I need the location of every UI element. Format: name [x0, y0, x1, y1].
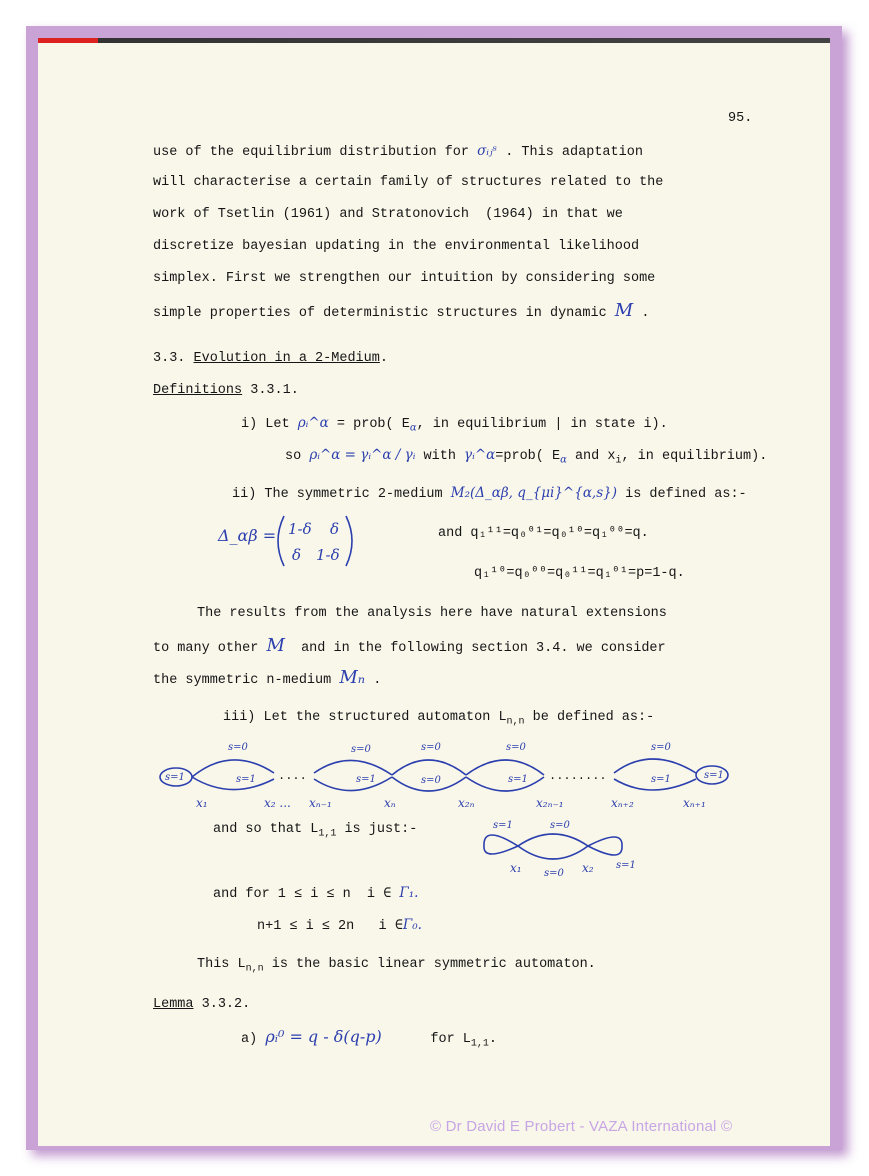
edge-label-s1: s=1: [508, 774, 528, 785]
l11-automaton-diagram: [478, 816, 638, 878]
and-for-line-1: [213, 885, 418, 903]
transition-arc: [466, 777, 544, 791]
matrix-cell: δ: [330, 520, 340, 538]
gamma-zero-set: Γ₀.: [402, 917, 422, 933]
state-label: x₁: [196, 796, 208, 810]
edge-label-s0: s=0: [228, 742, 248, 753]
transition-arc: [192, 760, 274, 777]
text: and: [438, 526, 463, 541]
so-that-line: [213, 822, 417, 843]
item-iii-line: [223, 710, 654, 731]
medium-symbol: M: [614, 300, 634, 321]
edge-label-s0: s=0: [550, 820, 570, 831]
text: This L: [197, 957, 246, 972]
text: =prob( E: [495, 449, 561, 464]
right-bracket: [346, 516, 352, 566]
text: n+1 ≤ i ≤ 2n i ∈: [257, 919, 403, 934]
edge-label-s1: s=1: [493, 820, 513, 831]
transition-arc: [314, 760, 392, 775]
text: , in equilibrium | in state i).: [416, 417, 668, 432]
text: ii) The symmetric 2-medium: [232, 487, 443, 502]
state-label: x₂ₙ₋₁: [536, 796, 564, 810]
gamma-symbol: γᵢ^α: [464, 447, 496, 463]
subscript: n,n: [245, 963, 264, 975]
edge-label-s0: s=0: [544, 868, 564, 878]
edge-label-s1: s=1: [236, 774, 256, 785]
text: .: [373, 673, 382, 688]
text: iii) Let the structured automaton L: [223, 710, 507, 725]
text: and so that L: [213, 822, 319, 837]
results-line-3: [153, 667, 382, 689]
transition-arc: [392, 760, 466, 775]
matrix-cell: 1-δ: [288, 520, 312, 538]
edge-label-s1: s=1: [356, 774, 376, 785]
edge-label-s0: s=0: [506, 742, 526, 753]
transition-arc: [614, 759, 696, 773]
body-line-5: simplex. First we strengthen our intuition by considering some: [153, 271, 656, 286]
state-label: xₙ₊₁: [683, 796, 706, 810]
ellipsis: ....: [278, 769, 307, 783]
alpha-sub: α: [409, 422, 417, 434]
edge-label-s1: s=1: [616, 860, 636, 871]
text: , in equilibrium).: [621, 449, 768, 464]
edge-label-s0: s=0: [421, 742, 441, 753]
item-i-so-line: so ρᵢ^α = γᵢ^α / γᵢ with γᵢ^α=prob( $E_\alpha$ and $x_i$, in equilibrium).: [285, 447, 768, 467]
body-line-6: [153, 300, 650, 322]
definitions-heading: [153, 383, 299, 399]
text: and for 1 ≤ i ≤ n i ∈: [213, 887, 392, 902]
medium-formula: M₂(Δ_αβ, q_{μi}^{α,s}): [450, 485, 618, 501]
delta-matrix: [270, 510, 360, 572]
matrix-cell: δ: [292, 546, 302, 564]
body-line-3: work of Tsetlin (1961) and Stratonovich (1964) in that we: [153, 207, 623, 222]
text: use of the equilibrium distribution for: [153, 145, 469, 160]
text: and x: [574, 449, 616, 464]
edge-label-s1: s=1: [165, 772, 185, 783]
definitions-label: Definitions: [153, 383, 243, 398]
gamma-one-set: Γ₁.: [399, 885, 419, 901]
q-equation-1: [438, 526, 649, 542]
text: is the basic linear symmetric automaton.: [271, 957, 596, 972]
results-line-1: The results from the analysis here have natural extensions: [197, 606, 667, 621]
state-label: x₂ₙ: [458, 796, 475, 810]
sigma-symbol: σᵢⱼˢ: [477, 143, 498, 159]
lemma-heading: [153, 997, 250, 1013]
state-label: x₂: [582, 861, 594, 875]
body-line-1: [153, 143, 643, 161]
body-line-2: will characterise a certain family of structures related to the: [153, 175, 664, 190]
section-title: Evolution in a 2-Medium: [193, 351, 380, 366]
results-line-2: [153, 635, 666, 657]
transition-arc: [466, 760, 544, 775]
self-loop: [484, 835, 518, 854]
text: a): [241, 1032, 258, 1047]
copyright-watermark: © Dr David E Probert - VAZA International ©: [430, 1118, 733, 1135]
text: with: [423, 449, 456, 464]
lemma-label: Lemma: [153, 997, 194, 1012]
delta-label: Δ_αβ =: [218, 526, 277, 545]
matrix-cell: 1-δ: [316, 546, 340, 564]
section-heading: [153, 351, 388, 367]
medium-n-symbol: Mₙ: [339, 667, 366, 688]
text: .: [641, 306, 650, 321]
text: is defined as:-: [625, 487, 747, 502]
alpha-sub: α: [560, 454, 567, 466]
state-label: xₙ₋₁: [309, 796, 332, 810]
text: so: [285, 449, 302, 464]
lemma-number: 3.3.2.: [201, 997, 251, 1012]
rho-symbol: ρᵢ^α: [297, 415, 329, 431]
state-label: x₁: [510, 861, 522, 875]
subscript: n,n: [506, 716, 525, 728]
equation: q₁¹¹=q₀⁰¹=q₀¹⁰=q₁⁰⁰=q.: [470, 526, 649, 541]
text: i) Let: [241, 417, 290, 432]
text: for L: [430, 1032, 471, 1047]
text: .: [379, 351, 388, 366]
text: . This adaptation: [505, 145, 643, 160]
transition-arc: [518, 834, 588, 846]
edge-label-s1: s=1: [704, 770, 724, 781]
and-for-line-2: [257, 917, 422, 935]
subscript: 1,1: [470, 1038, 489, 1050]
text: to many other: [153, 641, 259, 656]
ellipsis: ........: [549, 769, 607, 783]
rho-formula: ρᵢ⁰ = q - δ(q-p): [265, 1027, 382, 1046]
state-label: xₙ₊₂: [611, 796, 634, 810]
definitions-number: 3.3.1.: [250, 383, 299, 398]
item-i-line: [241, 415, 668, 437]
page-content: [38, 38, 830, 1146]
state-label: xₙ: [384, 796, 396, 810]
text: = prob( E: [336, 417, 410, 432]
text: the symmetric n-medium: [153, 673, 332, 688]
basic-automaton-line: [197, 957, 596, 978]
body-line-4: discretize bayesian updating in the environmental likelihood: [153, 239, 640, 254]
left-bracket: [278, 516, 284, 566]
text: is just:-: [344, 822, 418, 837]
text: be defined as:-: [532, 710, 655, 725]
transition-arc: [314, 777, 392, 791]
state-label: x₂ ...: [264, 796, 291, 810]
item-ii-line: [232, 485, 747, 503]
subscript: 1,1: [318, 828, 337, 840]
edge-label-s0: s=0: [651, 742, 671, 753]
transition-arc: [518, 846, 588, 859]
edge-label-s1: s=1: [651, 774, 671, 785]
text: and in the following section 3.4. we consider: [301, 641, 666, 656]
self-loop: [588, 837, 622, 855]
edge-label-s0: s=0: [351, 744, 371, 755]
edge-label-s0: s=0: [421, 775, 441, 786]
rho-formula: ρᵢ^α = γᵢ^α / γᵢ: [309, 447, 416, 463]
automaton-chain-diagram: [156, 735, 756, 813]
medium-symbol: M: [266, 635, 285, 656]
page-number: 95.: [728, 111, 753, 126]
text: .: [488, 1032, 498, 1047]
section-number: 3.3.: [153, 351, 186, 366]
q-equation-2: q₁¹⁰=q₀⁰⁰=q₀¹¹=q₁⁰¹=p=1-q.: [474, 566, 685, 581]
transition-arc: [192, 777, 274, 790]
text: simple properties of deterministic structures in dynamic: [153, 306, 607, 321]
lemma-item-a: [241, 1029, 497, 1053]
